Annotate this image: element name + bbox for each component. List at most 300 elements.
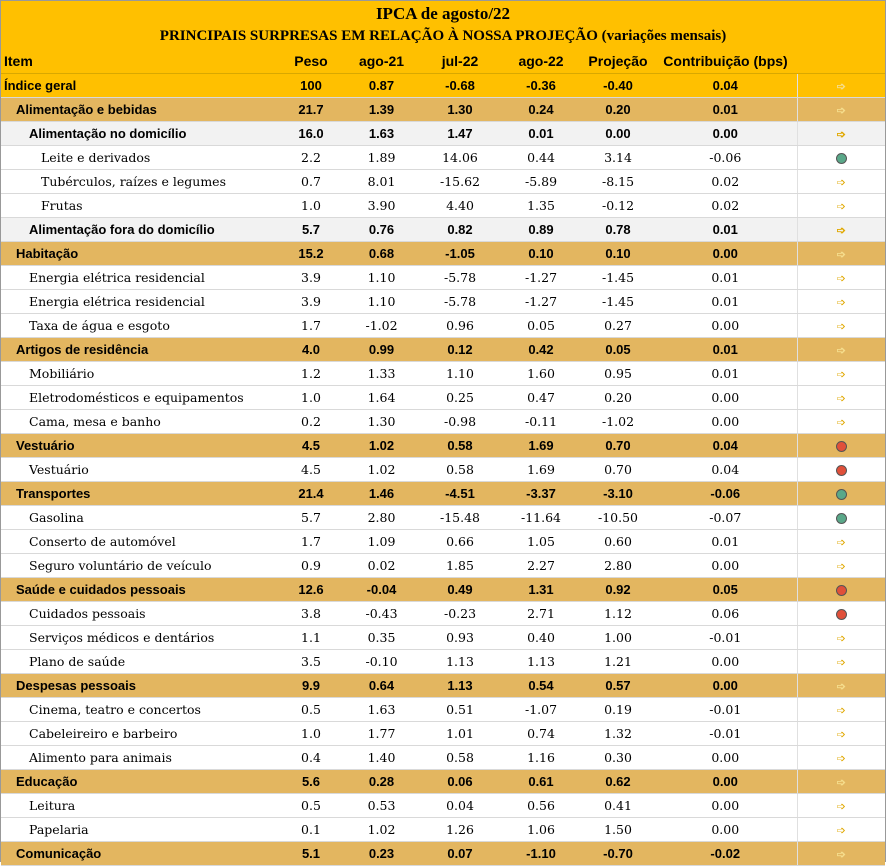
signal-cell bbox=[797, 722, 885, 746]
ipca-table bbox=[1, 49, 885, 866]
cell-peso: 3.9 bbox=[279, 266, 343, 290]
cell-peso: 0.2 bbox=[279, 410, 343, 434]
cell-projecao: -1.45 bbox=[582, 290, 654, 314]
cell-ago22: 1.31 bbox=[500, 578, 582, 602]
row-label: Frutas bbox=[1, 194, 279, 218]
cell-peso: 2.2 bbox=[279, 146, 343, 170]
cell-ago21: 1.33 bbox=[343, 362, 420, 386]
row-label: Energia elétrica residencial bbox=[1, 290, 279, 314]
signal-cell bbox=[797, 818, 885, 842]
cell-ago21: -0.10 bbox=[343, 650, 420, 674]
cell-jul22: -15.62 bbox=[420, 170, 500, 194]
cell-jul22: 0.82 bbox=[420, 218, 500, 242]
cell-contrib: -0.01 bbox=[654, 722, 797, 746]
table-row bbox=[1, 410, 885, 434]
cell-ago22: 0.61 bbox=[500, 770, 582, 794]
arrow-right-icon: ➩ bbox=[836, 200, 846, 213]
cell-jul22: 1.26 bbox=[420, 818, 500, 842]
cell-contrib: 0.00 bbox=[654, 650, 797, 674]
cell-peso: 1.7 bbox=[279, 530, 343, 554]
signal-cell bbox=[797, 386, 885, 410]
table-row bbox=[1, 98, 885, 122]
cell-jul22: 0.58 bbox=[420, 458, 500, 482]
cell-peso: 5.1 bbox=[279, 842, 343, 866]
cell-ago21: 1.39 bbox=[343, 98, 420, 122]
header-row bbox=[1, 49, 885, 74]
cell-ago21: 2.80 bbox=[343, 506, 420, 530]
cell-ago22: -1.27 bbox=[500, 266, 582, 290]
cell-jul22: -5.78 bbox=[420, 290, 500, 314]
table-row bbox=[1, 458, 885, 482]
cell-ago21: 1.02 bbox=[343, 818, 420, 842]
row-label: Tubérculos, raízes e legumes bbox=[1, 170, 279, 194]
col-header-peso: Peso bbox=[279, 49, 343, 74]
cell-jul22: -4.51 bbox=[420, 482, 500, 506]
cell-contrib: -0.06 bbox=[654, 482, 797, 506]
col-header-ago21: ago-21 bbox=[343, 49, 420, 74]
red-dot-icon bbox=[836, 465, 847, 476]
cell-contrib: 0.02 bbox=[654, 170, 797, 194]
signal-cell bbox=[797, 314, 885, 338]
arrow-right-icon: ➩ bbox=[836, 728, 846, 741]
cell-ago22: -1.10 bbox=[500, 842, 582, 866]
signal-cell bbox=[797, 170, 885, 194]
cell-ago21: -0.43 bbox=[343, 602, 420, 626]
cell-ago21: 1.02 bbox=[343, 434, 420, 458]
cell-contrib: 0.01 bbox=[654, 98, 797, 122]
cell-ago22: -5.89 bbox=[500, 170, 582, 194]
cell-jul22: 0.25 bbox=[420, 386, 500, 410]
cell-ago22: 0.47 bbox=[500, 386, 582, 410]
cell-contrib: 0.01 bbox=[654, 362, 797, 386]
cell-jul22: 1.13 bbox=[420, 674, 500, 698]
cell-peso: 0.5 bbox=[279, 698, 343, 722]
cell-peso: 5.7 bbox=[279, 506, 343, 530]
cell-contrib: -0.01 bbox=[654, 698, 797, 722]
cell-jul22: 0.58 bbox=[420, 434, 500, 458]
arrow-right-icon: ➩ bbox=[836, 681, 846, 693]
cell-ago21: 0.68 bbox=[343, 242, 420, 266]
cell-ago21: 1.10 bbox=[343, 266, 420, 290]
table-row bbox=[1, 794, 885, 818]
cell-jul22: 0.12 bbox=[420, 338, 500, 362]
cell-jul22: 0.66 bbox=[420, 530, 500, 554]
cell-peso: 3.9 bbox=[279, 290, 343, 314]
table-row bbox=[1, 770, 885, 794]
signal-cell bbox=[797, 650, 885, 674]
cell-contrib: 0.01 bbox=[654, 290, 797, 314]
cell-jul22: 4.40 bbox=[420, 194, 500, 218]
signal-cell bbox=[797, 554, 885, 578]
cell-ago21: 3.90 bbox=[343, 194, 420, 218]
cell-jul22: 0.51 bbox=[420, 698, 500, 722]
cell-contrib: -0.06 bbox=[654, 146, 797, 170]
cell-projecao: 0.20 bbox=[582, 386, 654, 410]
green-dot-icon bbox=[836, 489, 847, 500]
cell-contrib: 0.04 bbox=[654, 74, 797, 98]
cell-peso: 15.2 bbox=[279, 242, 343, 266]
row-label: Habitação bbox=[1, 242, 279, 266]
signal-cell bbox=[797, 266, 885, 290]
cell-ago21: 0.76 bbox=[343, 218, 420, 242]
cell-contrib: 0.01 bbox=[654, 530, 797, 554]
table-row bbox=[1, 746, 885, 770]
signal-cell bbox=[797, 698, 885, 722]
cell-contrib: 0.06 bbox=[654, 602, 797, 626]
cell-jul22: 14.06 bbox=[420, 146, 500, 170]
table-row bbox=[1, 218, 885, 242]
cell-projecao: -10.50 bbox=[582, 506, 654, 530]
cell-projecao: -0.12 bbox=[582, 194, 654, 218]
row-label: Cuidados pessoais bbox=[1, 602, 279, 626]
cell-peso: 4.0 bbox=[279, 338, 343, 362]
cell-ago21: 1.46 bbox=[343, 482, 420, 506]
cell-ago21: 1.10 bbox=[343, 290, 420, 314]
cell-peso: 21.4 bbox=[279, 482, 343, 506]
table-row bbox=[1, 650, 885, 674]
col-header-item: Item bbox=[1, 49, 279, 74]
cell-projecao: 0.00 bbox=[582, 122, 654, 146]
cell-ago22: 0.44 bbox=[500, 146, 582, 170]
signal-cell bbox=[797, 458, 885, 482]
row-label: Alimentação fora do domicílio bbox=[1, 218, 279, 242]
cell-projecao: 0.20 bbox=[582, 98, 654, 122]
cell-ago22: -11.64 bbox=[500, 506, 582, 530]
arrow-right-icon: ➩ bbox=[836, 849, 846, 861]
cell-peso: 12.6 bbox=[279, 578, 343, 602]
table-row bbox=[1, 578, 885, 602]
signal-cell bbox=[797, 506, 885, 530]
cell-peso: 3.8 bbox=[279, 602, 343, 626]
cell-ago22: 0.54 bbox=[500, 674, 582, 698]
cell-ago21: 1.63 bbox=[343, 122, 420, 146]
cell-ago22: 0.40 bbox=[500, 626, 582, 650]
row-label: Vestuário bbox=[1, 458, 279, 482]
cell-ago21: 8.01 bbox=[343, 170, 420, 194]
cell-jul22: -5.78 bbox=[420, 266, 500, 290]
green-dot-icon bbox=[836, 153, 847, 164]
cell-projecao: 0.30 bbox=[582, 746, 654, 770]
row-label: Transportes bbox=[1, 482, 279, 506]
row-label: Alimentação no domicílio bbox=[1, 122, 279, 146]
table-row bbox=[1, 242, 885, 266]
arrow-right-icon: ➩ bbox=[836, 129, 846, 141]
cell-ago21: 1.89 bbox=[343, 146, 420, 170]
cell-contrib: 0.01 bbox=[654, 218, 797, 242]
table-row bbox=[1, 434, 885, 458]
cell-peso: 5.6 bbox=[279, 770, 343, 794]
arrow-right-icon: ➩ bbox=[836, 824, 846, 837]
green-dot-icon bbox=[836, 513, 847, 524]
cell-peso: 0.4 bbox=[279, 746, 343, 770]
cell-jul22: -1.05 bbox=[420, 242, 500, 266]
cell-contrib: 0.04 bbox=[654, 458, 797, 482]
cell-ago22: 2.27 bbox=[500, 554, 582, 578]
cell-ago21: 1.09 bbox=[343, 530, 420, 554]
cell-jul22: 1.85 bbox=[420, 554, 500, 578]
row-label: Energia elétrica residencial bbox=[1, 266, 279, 290]
cell-ago22: 1.35 bbox=[500, 194, 582, 218]
page-subtitle: PRINCIPAIS SURPRESAS EM RELAÇÃO À NOSSA PROJEÇÃO (variações mensais) bbox=[159, 28, 727, 44]
arrow-right-icon: ➩ bbox=[836, 368, 846, 381]
cell-peso: 1.7 bbox=[279, 314, 343, 338]
cell-projecao: -3.10 bbox=[582, 482, 654, 506]
row-label: Artigos de residência bbox=[1, 338, 279, 362]
table-row bbox=[1, 602, 885, 626]
signal-cell bbox=[797, 74, 885, 98]
table-row bbox=[1, 506, 885, 530]
table-row bbox=[1, 482, 885, 506]
cell-peso: 0.5 bbox=[279, 794, 343, 818]
signal-cell bbox=[797, 122, 885, 146]
cell-jul22: 1.47 bbox=[420, 122, 500, 146]
cell-projecao: -0.40 bbox=[582, 74, 654, 98]
row-label: Cabeleireiro e barbeiro bbox=[1, 722, 279, 746]
cell-projecao: 0.78 bbox=[582, 218, 654, 242]
cell-contrib: -0.01 bbox=[654, 626, 797, 650]
cell-peso: 9.9 bbox=[279, 674, 343, 698]
cell-contrib: -0.07 bbox=[654, 506, 797, 530]
arrow-right-icon: ➩ bbox=[836, 296, 846, 309]
arrow-right-icon: ➩ bbox=[836, 800, 846, 813]
row-label: Leitura bbox=[1, 794, 279, 818]
table-row bbox=[1, 122, 885, 146]
table-row bbox=[1, 170, 885, 194]
cell-ago22: 0.10 bbox=[500, 242, 582, 266]
cell-ago21: 1.77 bbox=[343, 722, 420, 746]
arrow-right-icon: ➩ bbox=[836, 777, 846, 789]
table-body bbox=[1, 74, 885, 866]
signal-cell bbox=[797, 626, 885, 650]
arrow-right-icon: ➩ bbox=[836, 416, 846, 429]
cell-contrib: 0.00 bbox=[654, 314, 797, 338]
cell-ago22: -0.36 bbox=[500, 74, 582, 98]
cell-peso: 16.0 bbox=[279, 122, 343, 146]
cell-jul22: 1.30 bbox=[420, 98, 500, 122]
cell-projecao: 0.05 bbox=[582, 338, 654, 362]
cell-ago22: 1.69 bbox=[500, 458, 582, 482]
row-label: Alimento para animais bbox=[1, 746, 279, 770]
col-header-contribuicao: Contribuição (bps) bbox=[654, 49, 797, 74]
cell-peso: 100 bbox=[279, 74, 343, 98]
arrow-right-icon: ➩ bbox=[836, 81, 846, 93]
signal-cell bbox=[797, 674, 885, 698]
arrow-right-icon: ➩ bbox=[836, 225, 846, 237]
cell-contrib: 0.01 bbox=[654, 338, 797, 362]
cell-ago22: 0.01 bbox=[500, 122, 582, 146]
cell-jul22: 0.06 bbox=[420, 770, 500, 794]
cell-jul22: -0.23 bbox=[420, 602, 500, 626]
cell-contrib: 0.00 bbox=[654, 818, 797, 842]
row-label: Despesas pessoais bbox=[1, 674, 279, 698]
table-row bbox=[1, 194, 885, 218]
cell-ago22: 1.69 bbox=[500, 434, 582, 458]
cell-projecao: 0.70 bbox=[582, 458, 654, 482]
row-label: Gasolina bbox=[1, 506, 279, 530]
cell-ago22: 1.13 bbox=[500, 650, 582, 674]
red-dot-icon bbox=[836, 609, 847, 620]
cell-jul22: 0.49 bbox=[420, 578, 500, 602]
col-header-projecao: Projeção bbox=[582, 49, 654, 74]
cell-projecao: 1.21 bbox=[582, 650, 654, 674]
cell-jul22: 0.04 bbox=[420, 794, 500, 818]
red-dot-icon bbox=[836, 441, 847, 452]
signal-cell bbox=[797, 194, 885, 218]
cell-contrib: 0.00 bbox=[654, 554, 797, 578]
cell-ago22: 0.24 bbox=[500, 98, 582, 122]
cell-projecao: 1.12 bbox=[582, 602, 654, 626]
cell-jul22: -0.98 bbox=[420, 410, 500, 434]
cell-ago22: 0.05 bbox=[500, 314, 582, 338]
cell-ago22: 1.60 bbox=[500, 362, 582, 386]
cell-contrib: 0.02 bbox=[654, 194, 797, 218]
arrow-right-icon: ➩ bbox=[836, 392, 846, 405]
signal-cell bbox=[797, 530, 885, 554]
arrow-right-icon: ➩ bbox=[836, 272, 846, 285]
row-label: Cinema, teatro e concertos bbox=[1, 698, 279, 722]
cell-ago21: -1.02 bbox=[343, 314, 420, 338]
table-row bbox=[1, 818, 885, 842]
cell-contrib: 0.00 bbox=[654, 410, 797, 434]
cell-peso: 1.2 bbox=[279, 362, 343, 386]
cell-peso: 1.0 bbox=[279, 722, 343, 746]
arrow-right-icon: ➩ bbox=[836, 345, 846, 357]
signal-cell bbox=[797, 362, 885, 386]
cell-projecao: 1.50 bbox=[582, 818, 654, 842]
cell-ago22: 1.06 bbox=[500, 818, 582, 842]
cell-jul22: 1.10 bbox=[420, 362, 500, 386]
cell-projecao: 0.95 bbox=[582, 362, 654, 386]
table-row bbox=[1, 674, 885, 698]
cell-peso: 0.7 bbox=[279, 170, 343, 194]
arrow-right-icon: ➩ bbox=[836, 704, 846, 717]
arrow-right-icon: ➩ bbox=[836, 656, 846, 669]
cell-peso: 1.1 bbox=[279, 626, 343, 650]
signal-cell bbox=[797, 746, 885, 770]
table-row bbox=[1, 554, 885, 578]
cell-peso: 21.7 bbox=[279, 98, 343, 122]
cell-peso: 1.0 bbox=[279, 386, 343, 410]
col-header-signal bbox=[797, 49, 885, 74]
cell-jul22: -0.68 bbox=[420, 74, 500, 98]
cell-jul22: 0.96 bbox=[420, 314, 500, 338]
red-dot-icon bbox=[836, 585, 847, 596]
row-label: Saúde e cuidados pessoais bbox=[1, 578, 279, 602]
signal-cell bbox=[797, 218, 885, 242]
cell-jul22: 0.93 bbox=[420, 626, 500, 650]
cell-ago21: 0.99 bbox=[343, 338, 420, 362]
cell-peso: 1.0 bbox=[279, 194, 343, 218]
table-row bbox=[1, 74, 885, 98]
cell-projecao: 0.60 bbox=[582, 530, 654, 554]
cell-contrib: 0.00 bbox=[654, 242, 797, 266]
cell-peso: 4.5 bbox=[279, 434, 343, 458]
cell-projecao: -8.15 bbox=[582, 170, 654, 194]
cell-peso: 5.7 bbox=[279, 218, 343, 242]
row-label: Cama, mesa e banho bbox=[1, 410, 279, 434]
row-label: Leite e derivados bbox=[1, 146, 279, 170]
cell-ago22: -1.07 bbox=[500, 698, 582, 722]
row-label: Papelaria bbox=[1, 818, 279, 842]
signal-cell bbox=[797, 242, 885, 266]
cell-projecao: 1.32 bbox=[582, 722, 654, 746]
arrow-right-icon: ➩ bbox=[836, 536, 846, 549]
arrow-right-icon: ➩ bbox=[836, 560, 846, 573]
cell-contrib: 0.00 bbox=[654, 746, 797, 770]
table-row bbox=[1, 362, 885, 386]
arrow-right-icon: ➩ bbox=[836, 632, 846, 645]
col-header-jul22: jul-22 bbox=[420, 49, 500, 74]
cell-projecao: 0.27 bbox=[582, 314, 654, 338]
table-row bbox=[1, 722, 885, 746]
cell-contrib: 0.01 bbox=[654, 266, 797, 290]
cell-projecao: 0.19 bbox=[582, 698, 654, 722]
cell-ago21: 0.23 bbox=[343, 842, 420, 866]
table-row bbox=[1, 146, 885, 170]
arrow-right-icon: ➩ bbox=[836, 320, 846, 333]
page-title: IPCA de agosto/22 bbox=[375, 4, 511, 23]
cell-contrib: 0.04 bbox=[654, 434, 797, 458]
table-row bbox=[1, 530, 885, 554]
signal-cell bbox=[797, 578, 885, 602]
row-label: Índice geral bbox=[1, 74, 279, 98]
cell-projecao: 0.62 bbox=[582, 770, 654, 794]
signal-cell bbox=[797, 290, 885, 314]
cell-contrib: 0.00 bbox=[654, 770, 797, 794]
cell-peso: 4.5 bbox=[279, 458, 343, 482]
cell-jul22: -15.48 bbox=[420, 506, 500, 530]
cell-peso: 0.9 bbox=[279, 554, 343, 578]
cell-ago21: 0.87 bbox=[343, 74, 420, 98]
cell-projecao: 0.92 bbox=[582, 578, 654, 602]
row-label: Educação bbox=[1, 770, 279, 794]
cell-peso: 0.1 bbox=[279, 818, 343, 842]
row-label: Vestuário bbox=[1, 434, 279, 458]
cell-ago22: 1.05 bbox=[500, 530, 582, 554]
arrow-right-icon: ➩ bbox=[836, 752, 846, 765]
table-row bbox=[1, 266, 885, 290]
table-row bbox=[1, 338, 885, 362]
arrow-right-icon: ➩ bbox=[836, 176, 846, 189]
cell-ago22: 0.89 bbox=[500, 218, 582, 242]
col-header-ago22: ago-22 bbox=[500, 49, 582, 74]
cell-projecao: 0.57 bbox=[582, 674, 654, 698]
cell-ago22: -0.11 bbox=[500, 410, 582, 434]
cell-projecao: 2.80 bbox=[582, 554, 654, 578]
cell-ago22: 0.74 bbox=[500, 722, 582, 746]
signal-cell bbox=[797, 146, 885, 170]
cell-projecao: 0.10 bbox=[582, 242, 654, 266]
cell-projecao: 0.41 bbox=[582, 794, 654, 818]
cell-ago21: 1.30 bbox=[343, 410, 420, 434]
cell-ago21: 0.35 bbox=[343, 626, 420, 650]
cell-ago21: 0.64 bbox=[343, 674, 420, 698]
cell-jul22: 0.58 bbox=[420, 746, 500, 770]
row-label: Alimentação e bebidas bbox=[1, 98, 279, 122]
cell-projecao: -1.45 bbox=[582, 266, 654, 290]
cell-ago21: 1.02 bbox=[343, 458, 420, 482]
row-label: Eletrodomésticos e equipamentos bbox=[1, 386, 279, 410]
cell-contrib: -0.02 bbox=[654, 842, 797, 866]
cell-projecao: 0.70 bbox=[582, 434, 654, 458]
signal-cell bbox=[797, 794, 885, 818]
row-label: Serviços médicos e dentários bbox=[1, 626, 279, 650]
cell-contrib: 0.00 bbox=[654, 122, 797, 146]
cell-contrib: 0.00 bbox=[654, 794, 797, 818]
cell-jul22: 0.07 bbox=[420, 842, 500, 866]
table-row bbox=[1, 626, 885, 650]
signal-cell bbox=[797, 482, 885, 506]
